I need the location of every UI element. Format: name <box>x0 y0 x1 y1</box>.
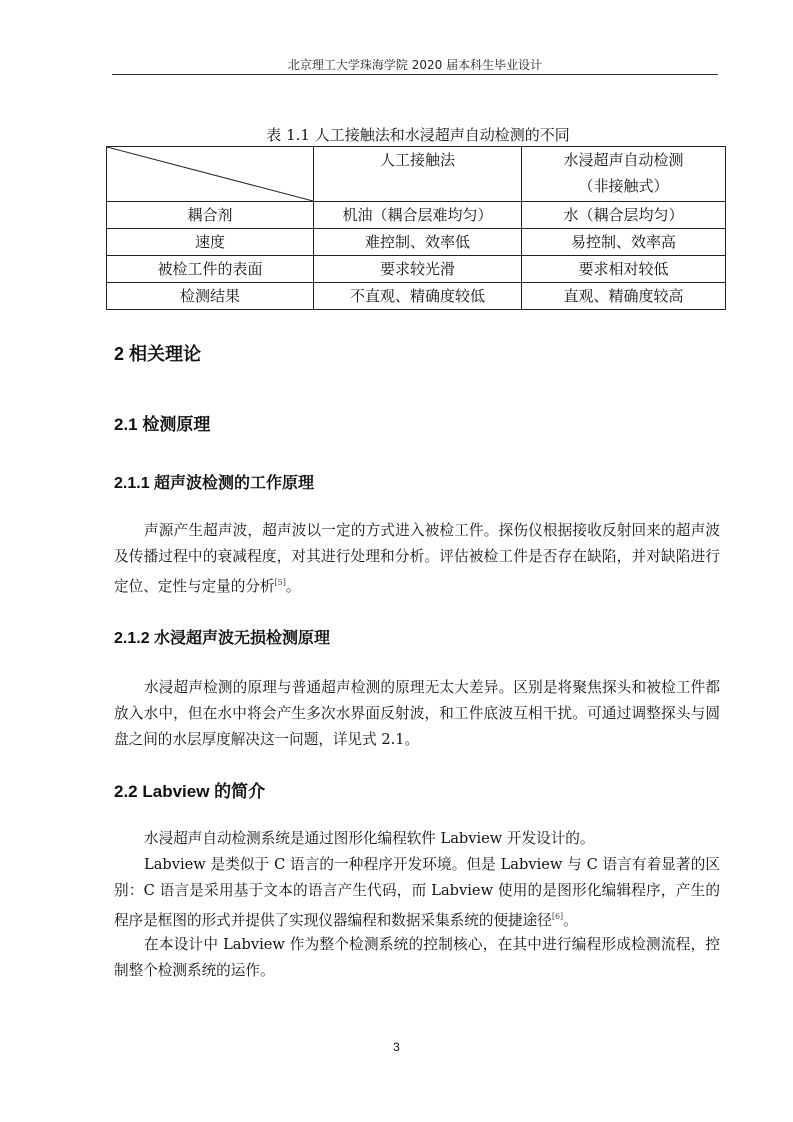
row-label: 被检工件的表面 <box>107 256 314 283</box>
table-row <box>107 283 726 310</box>
header-manual-contact-label: 人工接触法 <box>379 151 455 169</box>
paragraph-labview-role <box>114 932 720 984</box>
section-heading-2-1-1: 2.1.1 超声波检测的工作原理 <box>114 475 315 492</box>
header-rule <box>112 74 718 75</box>
header-manual-contact <box>314 147 522 202</box>
paragraph-text: 在本设计中 Labview 作为整个检测系统的控制核心，在其中进行编程形成检测流程，控制整个检测系统的运作。 <box>114 936 720 979</box>
table-row <box>107 256 726 283</box>
citation-6: [6] <box>551 912 564 921</box>
cell-immersion: 易控制、效率高 <box>522 229 726 256</box>
header-water-immersion-line1: 水浸超声自动检测 <box>563 151 684 169</box>
table-row <box>107 202 726 229</box>
section-heading-2-1-2: 2.1.2 水浸超声波无损检测原理 <box>114 630 331 647</box>
table-caption: 表 1.1 人工接触法和水浸超声自动检测的不同 <box>266 126 570 144</box>
header-water-immersion <box>522 147 726 202</box>
paragraph-labview-vs-c <box>114 852 720 934</box>
paragraph-text: 水浸超声自动检测系统是通过图形化编程软件 Labview 开发设计的。 <box>144 830 595 847</box>
table-row <box>107 229 726 256</box>
row-label: 耦合剂 <box>107 202 314 229</box>
page-number: 3 <box>393 1040 400 1054</box>
paragraph-end: 。 <box>563 912 578 929</box>
cell-manual: 机油（耦合层难均匀） <box>314 202 522 229</box>
page-header: 北京理工大学珠海学院 2020 届本科生毕业设计 <box>287 58 543 72</box>
diagonal-header-cell <box>107 147 314 202</box>
header-water-immersion-line2: （非接触式） <box>578 177 669 195</box>
cell-manual: 难控制、效率低 <box>314 229 522 256</box>
paragraph-ultrasonic-principle <box>114 518 720 600</box>
paragraph-immersion-principle <box>114 675 720 753</box>
table-header-row <box>107 147 726 202</box>
section-heading-2: 2 相关理论 <box>114 344 202 364</box>
cell-immersion: 直观、精确度较高 <box>522 283 726 310</box>
paragraph-end: 。 <box>285 578 301 595</box>
cell-manual: 不直观、精确度较低 <box>314 283 522 310</box>
paragraph-labview-intro <box>114 826 720 852</box>
comparison-table <box>106 146 726 310</box>
cell-immersion: 水（耦合层均匀） <box>522 202 726 229</box>
paragraph-text: Labview 是类似于 C 语言的一种程序开发环境。但是 Labview 与 C 语言有着显著的区别：C 语言是采用基于文本的语言产生代码，而 Labview 使用的是图形化编辑程序，产生的程序是框图的形式并提供了实现仪器编程和数据采集系统的便捷途径 <box>114 856 720 929</box>
row-label: 检测结果 <box>107 283 314 310</box>
citation-5: [5] <box>274 578 286 587</box>
diagonal-line <box>107 147 313 201</box>
section-heading-2-1: 2.1 检测原理 <box>114 415 211 434</box>
cell-immersion: 要求相对较低 <box>522 256 726 283</box>
row-label: 速度 <box>107 229 314 256</box>
section-heading-2-2: 2.2 Labview 的简介 <box>114 782 266 801</box>
paragraph-text: 水浸超声检测的原理与普通超声检测的原理无太大差异。区别是将聚焦探头和被检工件都放入水中，但在水中将会产生多次水界面反射波，和工件底波互相干扰。可通过调整探头与圆盘之间的水层厚度解决这一问题，详见式 2.1。 <box>114 679 720 748</box>
cell-manual: 要求较光滑 <box>314 256 522 283</box>
paragraph-text: 声源产生超声波，超声波以一定的方式进入被检工件。探伤仪根据接收反射回来的超声波及传播过程中的衰减程度，对其进行处理和分析。评估被检工件是否存在缺陷，并对缺陷进行定位、定性与定量的分析 <box>114 522 720 595</box>
